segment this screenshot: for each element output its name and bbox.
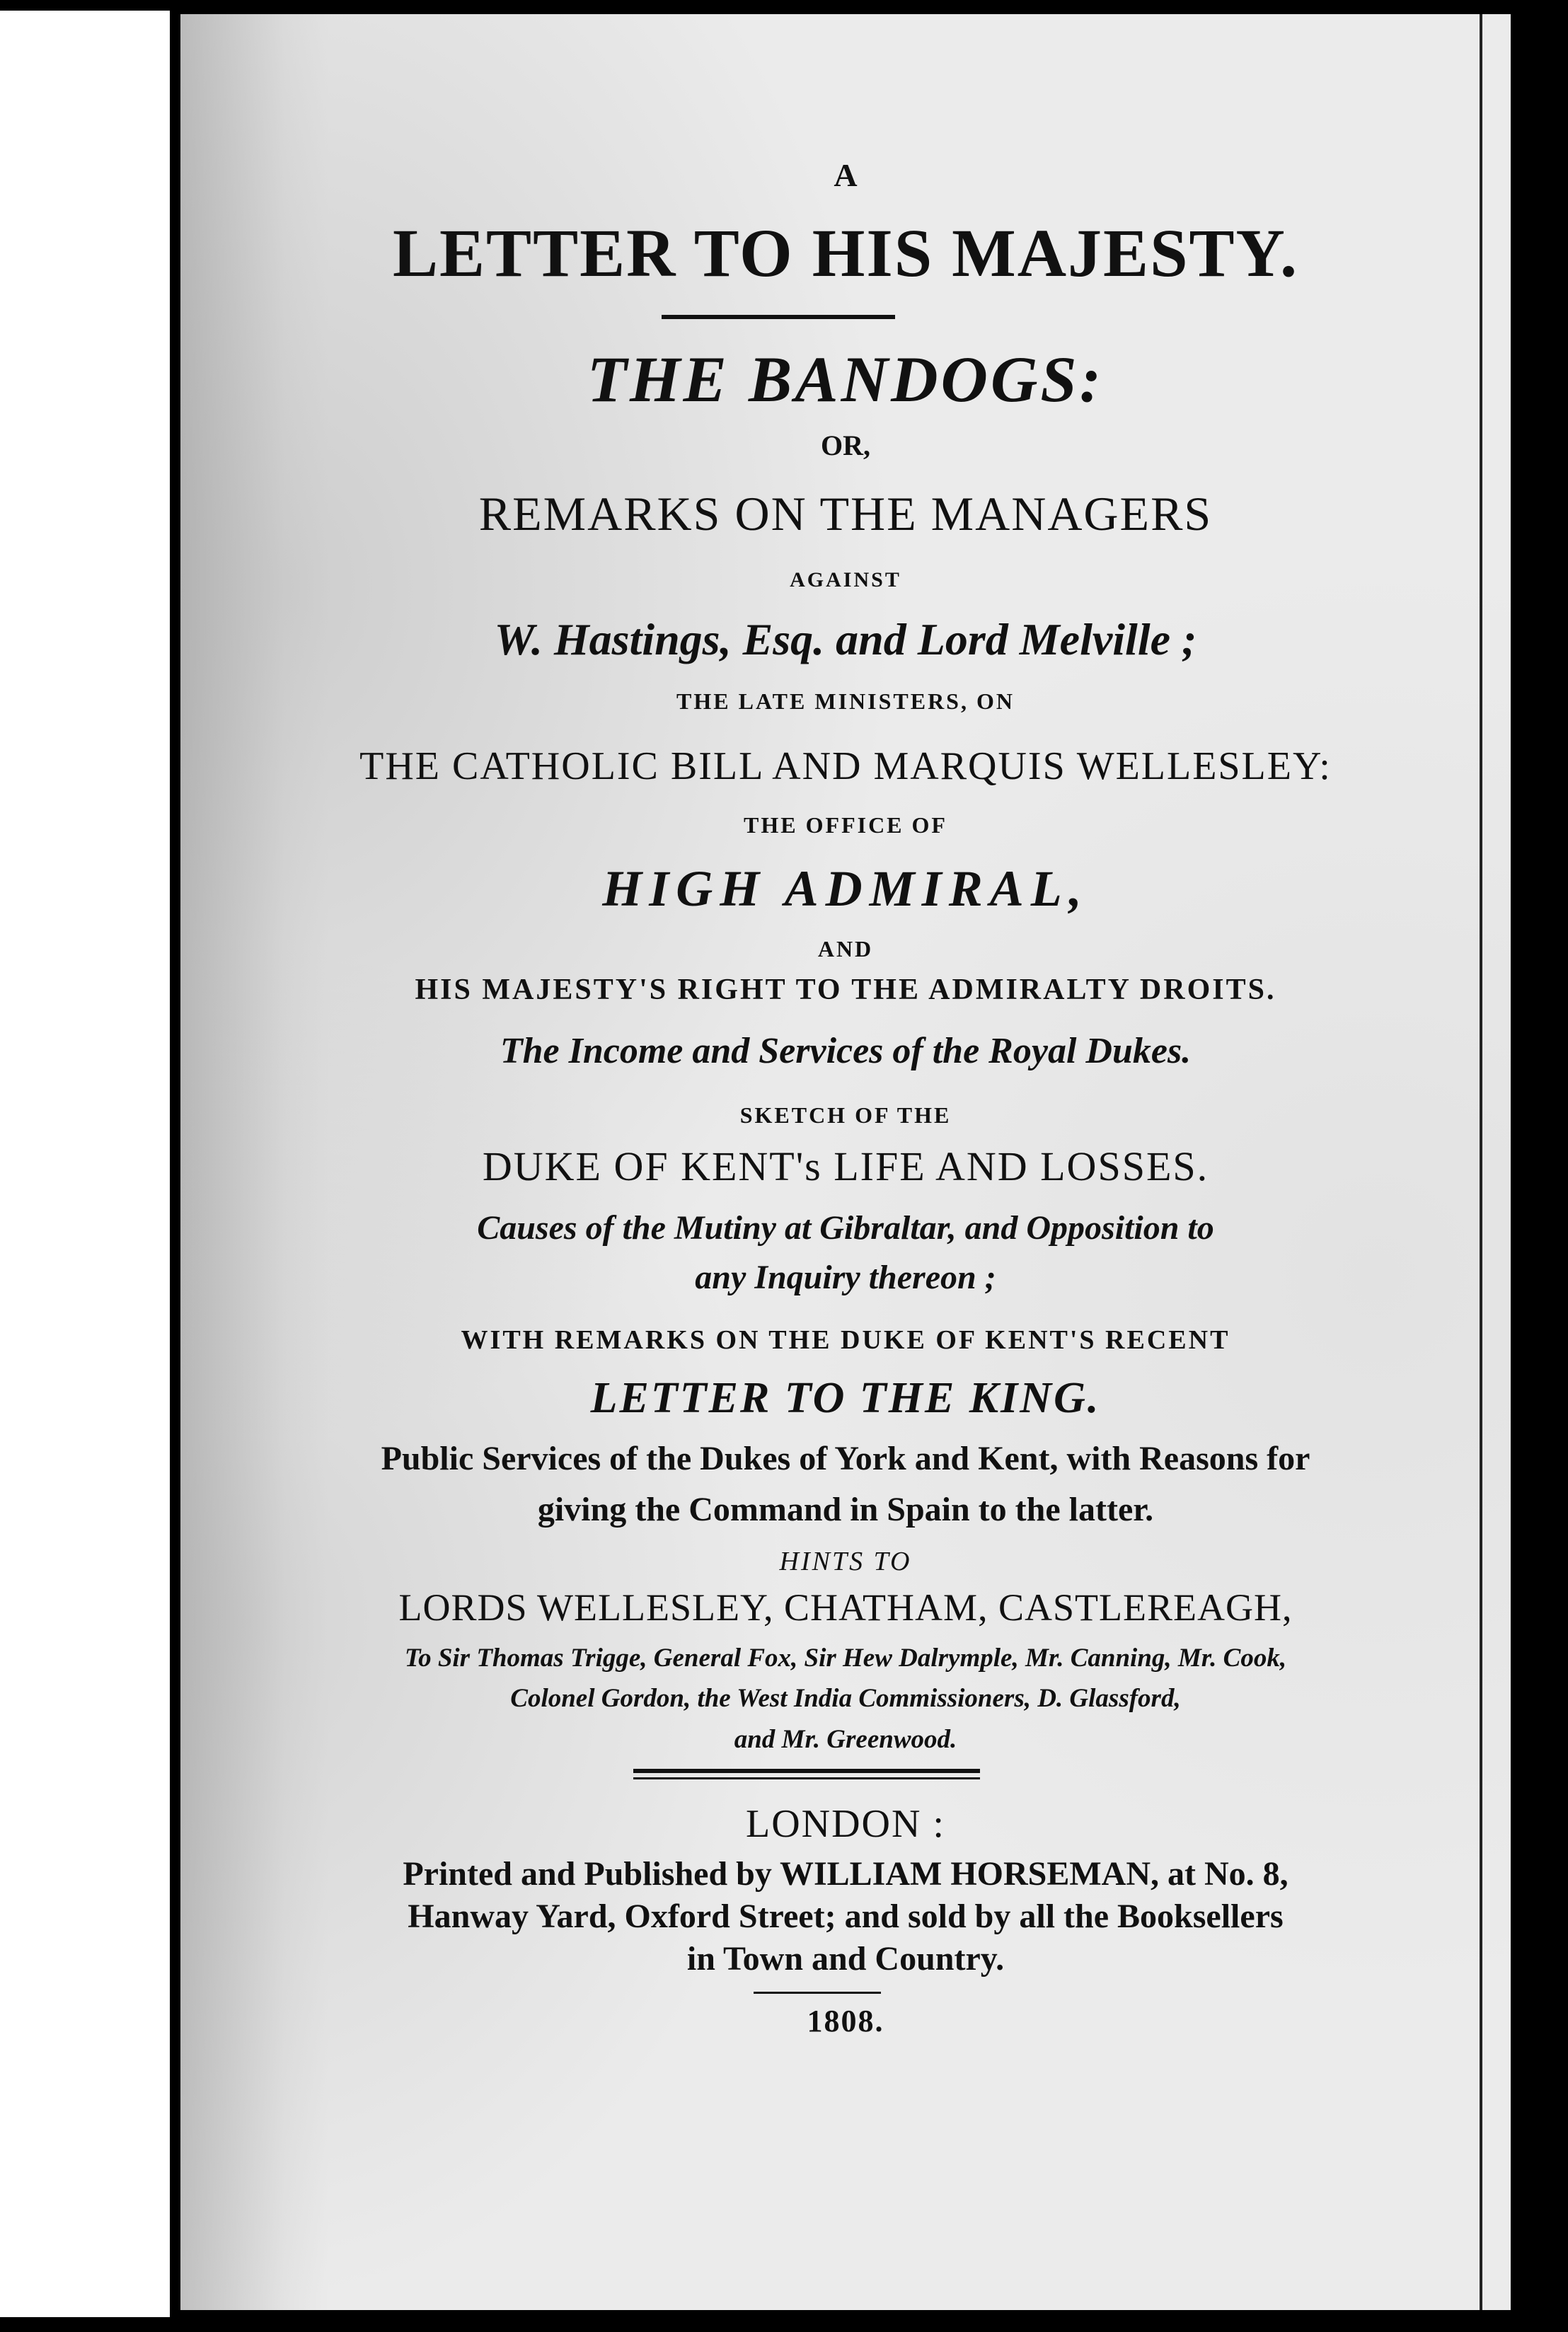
imprint-line1: Printed and Published by WILLIAM HORSEMAN, at No. 8, [403, 1855, 1289, 1893]
title-rule [662, 315, 895, 319]
year-rule [754, 1992, 881, 1994]
and-line: AND [817, 936, 874, 962]
to-sir-line2: Colonel Gordon, the West India Commissioners, D. Glassford, [510, 1684, 1181, 1713]
letter-to-king: LETTER TO THE KING. [590, 1374, 1101, 1422]
imprint-rule-top [633, 1769, 980, 1773]
public-services-line1: Public Services of the Dukes of York and Kent, with Reasons for [381, 1440, 1310, 1477]
with-remarks: WITH REMARKS ON THE DUKE OF KENT'S RECENT [461, 1325, 1230, 1355]
main-title: LETTER TO HIS MAJESTY. [392, 215, 1299, 291]
imprint-year: 1808. [807, 2004, 884, 2038]
imprint-line2: Hanway Yard, Oxford Street; and sold by all the Booksellers [408, 1898, 1284, 1935]
causes-line2: any Inquiry thereon ; [695, 1259, 996, 1296]
duke-of-kent: DUKE OF KENT's LIFE AND LOSSES. [482, 1143, 1209, 1189]
imprint-rule-bottom [633, 1777, 980, 1779]
lords-line: LORDS WELLESLEY, CHATHAM, CASTLEREAGH, [398, 1586, 1293, 1629]
imprint-city: LONDON : [746, 1802, 945, 1846]
causes-line1: Causes of the Mutiny at Gibraltar, and Opposition to [477, 1209, 1214, 1247]
income-services: The Income and Services of the Royal Dukes. [500, 1031, 1192, 1071]
sketch-of-the: SKETCH OF THE [739, 1102, 952, 1128]
hints-to: HINTS TO [779, 1547, 912, 1576]
or-line: OR, [821, 429, 870, 461]
imprint-line3: in Town and Country. [686, 1940, 1005, 1978]
to-sir-line1: To Sir Thomas Trigge, General Fox, Sir Hew Dalrymple, Mr. Canning, Mr. Cook, [404, 1644, 1287, 1673]
high-admiral: HIGH ADMIRAL, [602, 860, 1089, 917]
scan-white-margin [0, 11, 170, 2317]
against-line: AGAINST [790, 568, 901, 591]
admiralty-droits: HIS MAJESTY'S RIGHT TO THE ADMIRALTY DROITS. [415, 974, 1276, 1006]
title-article: A [834, 157, 858, 193]
office-of: THE OFFICE OF [744, 812, 947, 838]
hastings-melville: W. Hastings, Esq. and Lord Melville ; [494, 614, 1197, 664]
remarks-managers: REMARKS ON THE MANAGERS [478, 487, 1213, 541]
title-page [180, 14, 1511, 2310]
subtitle: THE BANDOGS: [587, 343, 1105, 415]
to-sir-line3: and Mr. Greenwood. [734, 1725, 957, 1754]
public-services-line2: giving the Command in Spain to the latter. [537, 1491, 1154, 1528]
late-ministers: THE LATE MINISTERS, ON [676, 688, 1015, 714]
catholic-bill: THE CATHOLIC BILL AND MARQUIS WELLESLEY: [359, 744, 1332, 788]
